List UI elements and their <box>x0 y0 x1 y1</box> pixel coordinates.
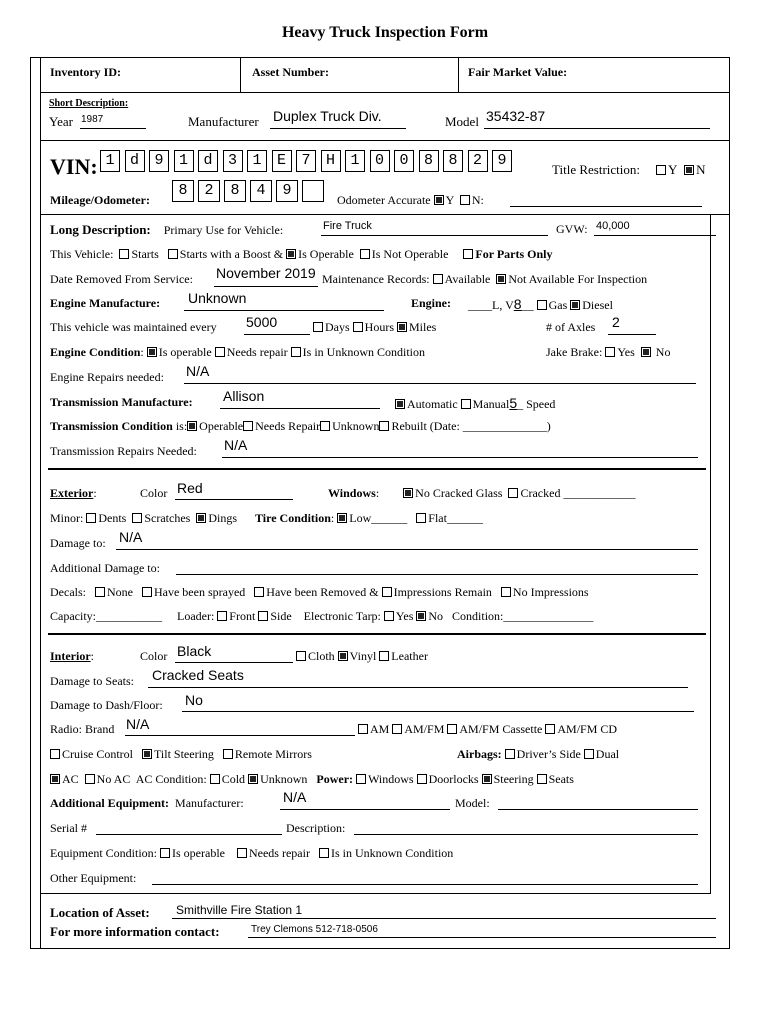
year-value[interactable]: 1987 <box>81 114 104 125</box>
mileage-label: Mileage/Odometer: <box>50 193 150 207</box>
radio-cd-checkbox[interactable] <box>545 724 555 734</box>
form-inner-frame <box>40 57 731 949</box>
vin-char-box[interactable]: 1 <box>100 150 120 172</box>
engine-operable-checkbox[interactable] <box>147 347 157 357</box>
jake-brake-yes-checkbox[interactable] <box>605 347 615 357</box>
damage-seats-label: Damage to Seats: <box>50 674 134 688</box>
vin-char-box[interactable]: 8 <box>419 150 439 172</box>
vin-char-box[interactable]: 1 <box>247 150 267 172</box>
short-description-label: Short Description: <box>49 98 129 109</box>
engine-repairs-value[interactable]: N/A <box>186 363 210 379</box>
transmission-manufacture-label: Transmission Manufacture: <box>50 395 193 409</box>
cloth-checkbox[interactable] <box>296 651 306 661</box>
vin-char-box[interactable]: H <box>321 150 341 172</box>
contact-label: For more information contact: <box>50 924 220 939</box>
automatic-checkbox[interactable] <box>395 399 405 409</box>
other-equipment-label: Other Equipment: <box>50 871 137 885</box>
radio-cassette-checkbox[interactable] <box>447 724 457 734</box>
description-label: Description: <box>286 821 346 835</box>
additional-damage-label: Additional Damage to: <box>50 561 160 575</box>
engine-condition-row: Engine Condition: Is operable Needs repair Is in Unknown Condition <box>50 345 426 359</box>
radio-brand-label: Radio: Brand <box>50 722 115 736</box>
power-seats-checkbox[interactable] <box>537 774 547 784</box>
engine-unknown-checkbox[interactable] <box>291 347 301 357</box>
records-not-available-checkbox[interactable] <box>496 274 506 284</box>
radio-type-row: AM AM/FM AM/FM Cassette AM/FM CD <box>358 722 617 737</box>
vin-char-box[interactable]: E <box>272 150 292 172</box>
power-steering-checkbox[interactable] <box>482 774 492 784</box>
tarp-no-checkbox[interactable] <box>416 611 426 621</box>
impressions-remain-checkbox[interactable] <box>382 587 392 597</box>
serial-label: Serial # <box>50 821 87 835</box>
odometer-digit-box[interactable]: 8 <box>224 180 246 202</box>
exterior-color-value[interactable]: Red <box>177 480 203 496</box>
vin-char-box[interactable]: 9 <box>492 150 512 172</box>
radio-brand-value[interactable]: N/A <box>126 716 150 732</box>
additional-equipment-row: Additional Equipment: Manufacturer: <box>50 796 244 810</box>
title-restriction-n-checkbox[interactable] <box>684 165 694 175</box>
date-removed-label: Date Removed From Service: <box>50 272 193 286</box>
decals-removed-checkbox[interactable] <box>254 587 264 597</box>
asset-number-label: Asset Number: <box>252 65 329 79</box>
vin-char-box[interactable]: d <box>198 150 218 172</box>
vin-label: VIN: <box>50 154 98 179</box>
vin-char-box[interactable]: 2 <box>468 150 488 172</box>
tilt-steering-checkbox[interactable] <box>142 749 152 759</box>
damage-dash-label: Damage to Dash/Floor: <box>50 698 163 712</box>
vin-char-box[interactable]: 1 <box>345 150 365 172</box>
additional-model-label: Model: <box>455 796 490 810</box>
transmission-unknown-checkbox[interactable] <box>320 421 330 431</box>
minor-damage-row: Minor: Dents Scratches Dings Tire Condition: Low______ Flat______ <box>50 511 483 525</box>
engine-repairs-label: Engine Repairs needed: <box>50 370 164 384</box>
jake-brake-row: Jake Brake: Yes No <box>546 345 671 359</box>
hours-checkbox[interactable] <box>353 322 363 332</box>
no-ac-checkbox[interactable] <box>85 774 95 784</box>
odometer-digit-box[interactable]: 4 <box>250 180 272 202</box>
days-checkbox[interactable] <box>313 322 323 332</box>
axles-label: # of Axles <box>546 320 596 334</box>
vin-char-box[interactable]: 7 <box>296 150 316 172</box>
gvw-value[interactable]: 40,000 <box>596 220 630 232</box>
maintained-value[interactable]: 5000 <box>246 314 278 330</box>
vin-char-box[interactable]: 9 <box>149 150 169 172</box>
title-restriction-options: Y N <box>656 162 706 178</box>
vinyl-checkbox[interactable] <box>338 651 348 661</box>
vin-char-box[interactable]: d <box>125 150 145 172</box>
loader-side-checkbox[interactable] <box>258 611 268 621</box>
transmission-manufacture-value[interactable]: Allison <box>223 388 265 404</box>
vin-char-box[interactable]: 0 <box>370 150 390 172</box>
equipment-condition-row: Equipment Condition: Is operable Needs repair Is in Unknown Condition <box>50 846 454 860</box>
starts-checkbox[interactable] <box>119 249 129 259</box>
transmission-operable-checkbox[interactable] <box>187 421 197 431</box>
maintenance-records-row: Maintenance Records: Available Not Available For Inspection <box>322 272 648 286</box>
windows-row: Windows: No Cracked Glass Cracked ____________ <box>328 486 636 500</box>
odometer-digit-box[interactable]: 8 <box>172 180 194 202</box>
odometer-digit-box[interactable] <box>302 180 324 202</box>
leather-checkbox[interactable] <box>379 651 389 661</box>
location-label: Location of Asset: <box>50 905 150 920</box>
cruise-control-checkbox[interactable] <box>50 749 60 759</box>
loader-front-checkbox[interactable] <box>217 611 227 621</box>
vehicle-status-row: This Vehicle: Starts Starts with a Boost & Is Operable Is Not Operable For Parts Only <box>50 247 553 261</box>
gas-checkbox[interactable] <box>537 300 547 310</box>
starts-boost-checkbox[interactable] <box>168 249 178 259</box>
form-title: Heavy Truck Inspection Form <box>281 24 489 41</box>
jake-brake-no-checkbox[interactable] <box>641 347 651 357</box>
primary-use-value[interactable]: Fire Truck <box>323 220 372 232</box>
damage-seats-value[interactable]: Cracked Seats <box>152 667 244 683</box>
year-label: Year <box>49 114 73 129</box>
contact-value[interactable]: Trey Clemons 512-718-0506 <box>251 924 378 935</box>
diesel-checkbox[interactable] <box>570 300 580 310</box>
manufacturer-label: Manufacturer <box>188 114 259 129</box>
equipment-unknown-checkbox[interactable] <box>319 848 329 858</box>
transmission-needs-repair-checkbox[interactable] <box>243 421 253 431</box>
is-operable-checkbox[interactable] <box>286 249 296 259</box>
gvw-label: GVW: <box>556 222 588 236</box>
transmission-condition-row: Transmission Condition is: Operable Needs Repair Unknown Rebuilt (Date: ______________) <box>50 419 551 433</box>
model-label: Model <box>445 114 479 129</box>
date-removed-value[interactable]: November 2019 <box>216 265 316 281</box>
power-windows-checkbox[interactable] <box>356 774 366 784</box>
records-available-checkbox[interactable] <box>433 274 443 284</box>
ac-checkbox[interactable] <box>50 774 60 784</box>
upholstery-row: Cloth Vinyl Leather <box>296 649 428 664</box>
odometer-accurate: Odometer Accurate Y N: <box>337 193 484 207</box>
manual-checkbox[interactable] <box>461 399 471 409</box>
interior-color-value[interactable]: Black <box>177 643 212 659</box>
maintained-label: This vehicle was maintained every <box>50 320 217 334</box>
fair-market-value-label: Fair Market Value: <box>468 65 568 79</box>
exterior-heading: Exterior: <box>50 486 97 500</box>
dents-checkbox[interactable] <box>86 513 96 523</box>
vin-char-box[interactable]: 1 <box>174 150 194 172</box>
decals-sprayed-checkbox[interactable] <box>142 587 152 597</box>
title-restriction-y-checkbox[interactable] <box>656 165 666 175</box>
engine-manufacture-value[interactable]: Unknown <box>188 290 247 306</box>
tarp-yes-checkbox[interactable] <box>384 611 394 621</box>
primary-use-row: Long Description: Primary Use for Vehicle: <box>50 222 284 237</box>
decals-none-checkbox[interactable] <box>95 587 105 597</box>
engine-v-value[interactable]: 8 <box>513 296 522 312</box>
title-restriction-label: Title Restriction: <box>552 162 640 177</box>
tire-low-checkbox[interactable] <box>337 513 347 523</box>
equipment-operable-checkbox[interactable] <box>160 848 170 858</box>
no-impressions-checkbox[interactable] <box>501 587 511 597</box>
engine-manufacture-label: Engine Manufacture: <box>50 296 161 310</box>
damage-dash-value[interactable]: No <box>185 692 203 708</box>
model-value[interactable]: 35432-87 <box>486 108 546 124</box>
odometer-digit-box[interactable]: 9 <box>276 180 298 202</box>
speed-value[interactable]: 5 <box>509 395 518 411</box>
transmission-repairs-value[interactable]: N/A <box>224 437 248 453</box>
airbags-row: Airbags: Driver’s Side Dual <box>457 747 620 761</box>
engine-type-row: ____L, V8__ Gas Diesel <box>468 296 613 312</box>
decals-row: Decals: None Have been sprayed Have been Removed & Impressions Remain No Impressions <box>50 585 589 599</box>
radio-amfm-checkbox[interactable] <box>392 724 402 734</box>
maintained-units-row: Days Hours Miles <box>313 320 436 335</box>
capacity-row: Capacity:___________ Loader: Front Side Electronic Tarp: Yes No Condition:_______________ <box>50 609 594 623</box>
not-operable-checkbox[interactable] <box>360 249 370 259</box>
power-doorlocks-checkbox[interactable] <box>417 774 427 784</box>
manufacturer-value[interactable]: Duplex Truck Div. <box>273 108 382 124</box>
miles-checkbox[interactable] <box>397 322 407 332</box>
transmission-repairs-label: Transmission Repairs Needed: <box>50 444 197 458</box>
transmission-rebuilt-checkbox[interactable] <box>379 421 389 431</box>
vin-char-box[interactable]: 0 <box>394 150 414 172</box>
damage-to-value[interactable]: N/A <box>119 529 143 545</box>
interior-color-label: Color <box>140 649 168 663</box>
ac-unknown-checkbox[interactable] <box>248 774 258 784</box>
airbag-dual-checkbox[interactable] <box>584 749 594 759</box>
engine-needs-repair-checkbox[interactable] <box>215 347 225 357</box>
engine-label: Engine: <box>411 296 452 310</box>
dings-checkbox[interactable] <box>196 513 206 523</box>
axles-value[interactable]: 2 <box>612 314 620 330</box>
damage-to-label: Damage to: <box>50 536 106 550</box>
exterior-color-label: Color <box>140 486 168 500</box>
no-cracked-glass-checkbox[interactable] <box>403 488 413 498</box>
ac-row: AC No AC AC Condition: Cold Unknown Power: Windows Doorlocks Steering Seats <box>50 772 574 787</box>
vin-char-box[interactable]: 3 <box>223 150 243 172</box>
features-row: Cruise Control Tilt Steering Remote Mirrors <box>50 747 312 762</box>
transmission-type-row: Automatic Manual5_ Speed <box>395 395 555 412</box>
remote-mirrors-checkbox[interactable] <box>223 749 233 759</box>
cracked-glass-checkbox[interactable] <box>508 488 518 498</box>
equipment-needs-repair-checkbox[interactable] <box>237 848 247 858</box>
odometer-accurate-n-checkbox[interactable] <box>460 195 470 205</box>
additional-manufacturer-value[interactable]: N/A <box>283 789 307 805</box>
vin-char-box[interactable]: 8 <box>443 150 463 172</box>
airbag-driver-checkbox[interactable] <box>505 749 515 759</box>
inventory-id-label: Inventory ID: <box>50 65 121 79</box>
odometer-accurate-y-checkbox[interactable] <box>434 195 444 205</box>
ac-cold-checkbox[interactable] <box>210 774 220 784</box>
radio-am-checkbox[interactable] <box>358 724 368 734</box>
scratches-checkbox[interactable] <box>132 513 142 523</box>
location-value[interactable]: Smithville Fire Station 1 <box>176 903 303 917</box>
odometer-digit-box[interactable]: 2 <box>198 180 220 202</box>
tire-flat-checkbox[interactable] <box>416 513 426 523</box>
interior-heading: Interior: <box>50 649 94 663</box>
parts-only-checkbox[interactable] <box>463 249 473 259</box>
